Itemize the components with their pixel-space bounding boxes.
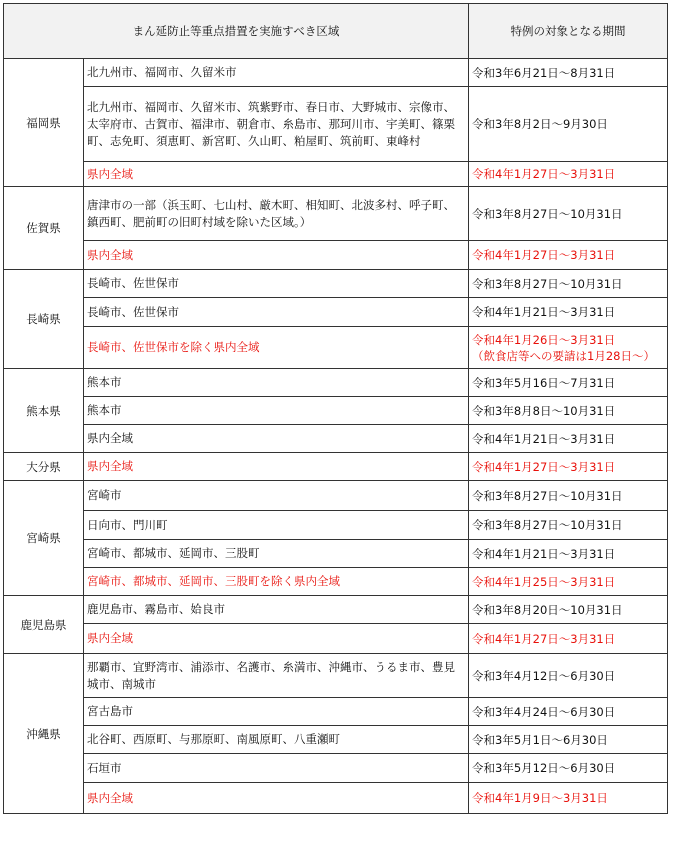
table-row [4,187,668,241]
table-row [4,425,668,453]
area-cell: 唐津市の一部（浜玉町、七山村、厳木町、相知町、北波多村、呼子町、鎮西町、肥前町の旧町村域を除いた区域。） [84,187,469,241]
period-cell: 令和3年8月27日～10月31日 [469,481,668,511]
area-cell: 長崎市、佐世保市 [84,270,469,298]
area-cell: 宮古島市 [84,698,469,726]
period-text: 令和4年1月26日～3月31日 [472,332,616,347]
area-cell: 県内全域 [84,783,469,814]
table-row [4,783,668,814]
period-cell: 令和3年4月12日～6月30日 [469,654,668,698]
period-cell: 令和3年8月27日～10月31日 [469,270,668,298]
prefecture-cell: 宮崎県 [4,481,84,596]
area-cell: 那覇市、宜野湾市、浦添市、名護市、糸満市、沖縄市、うるま市、豊見城市、南城市 [84,654,469,698]
period-cell: 令和4年1月21日～3月31日 [469,298,668,327]
prefecture-cell: 長崎県 [4,270,84,369]
prefecture-cell: 沖縄県 [4,654,84,814]
area-cell: 長崎市、佐世保市 [84,298,469,327]
header-row [4,4,668,59]
period-cell: 令和3年8月27日～10月31日 [469,511,668,540]
period-cell: 令和3年8月20日～10月31日 [469,596,668,624]
area-cell: 県内全域 [84,162,469,187]
table-body [4,59,668,814]
prefecture-cell: 福岡県 [4,59,84,187]
table-row [4,241,668,270]
area-cell: 熊本市 [84,369,469,397]
table-row [4,59,668,87]
table-row [4,453,668,481]
period-cell: 令和4年1月27日～3月31日 [469,241,668,270]
area-cell: 北谷町、西原町、与那原町、南風原町、八重瀬町 [84,726,469,754]
table-row [4,481,668,511]
area-cell: 宮崎市、都城市、延岡市、三股町 [84,540,469,568]
period-cell: 令和4年1月27日～3月31日 [469,162,668,187]
period-cell: 令和4年1月21日～3月31日 [469,540,668,568]
prefecture-cell: 熊本県 [4,369,84,453]
prefecture-cell: 大分県 [4,453,84,481]
area-cell: 県内全域 [84,453,469,481]
table-row [4,298,668,327]
area-header: まん延防止等重点措置を実施すべき区域 [4,4,469,59]
period-cell: 令和3年5月12日～6月30日 [469,754,668,783]
period-cell: 令和3年5月16日～7月31日 [469,369,668,397]
period-note: （飲食店等への要請は1月28日～） [472,348,655,363]
period-cell: 令和3年4月24日～6月30日 [469,698,668,726]
table-row [4,698,668,726]
measures-table [3,3,668,814]
period-cell: 令和3年6月21日～8月31日 [469,59,668,87]
period-header: 特例の対象となる期間 [469,4,668,59]
table-row [4,369,668,397]
table-row [4,596,668,624]
table-row [4,754,668,783]
period-cell [469,327,668,369]
area-cell: 鹿児島市、霧島市、姶良市 [84,596,469,624]
area-cell: 長崎市、佐世保市を除く県内全域 [84,327,469,369]
area-cell: 宮崎市 [84,481,469,511]
area-cell: 県内全域 [84,624,469,654]
period-cell: 令和4年1月27日～3月31日 [469,453,668,481]
table-row [4,327,668,369]
area-cell: 宮崎市、都城市、延岡市、三股町を除く県内全域 [84,568,469,596]
period-cell: 令和4年1月21日～3月31日 [469,425,668,453]
area-cell: 北九州市、福岡市、久留米市、筑紫野市、春日市、大野城市、宗像市、太宰府市、古賀市、福津市、朝倉市、糸島市、那珂川市、宇美町、篠栗町、志免町、須恵町、新宮町、久山町、粕屋町、筑前町、東峰村 [84,87,469,162]
area-cell: 日向市、門川町 [84,511,469,540]
prefecture-cell: 佐賀県 [4,187,84,270]
table-row [4,162,668,187]
table-row [4,87,668,162]
period-cell: 令和3年5月1日～6月30日 [469,726,668,754]
table-row [4,624,668,654]
table-row [4,654,668,698]
prefecture-cell: 鹿児島県 [4,596,84,654]
table-row [4,568,668,596]
area-cell: 北九州市、福岡市、久留米市 [84,59,469,87]
period-cell: 令和4年1月27日～3月31日 [469,624,668,654]
table-row [4,726,668,754]
period-cell: 令和4年1月9日～3月31日 [469,783,668,814]
table-row [4,270,668,298]
table-row [4,397,668,425]
period-cell: 令和4年1月25日～3月31日 [469,568,668,596]
area-cell: 県内全域 [84,241,469,270]
area-cell: 熊本市 [84,397,469,425]
period-cell: 令和3年8月8日～10月31日 [469,397,668,425]
table-row [4,540,668,568]
period-cell: 令和3年8月2日～9月30日 [469,87,668,162]
period-cell: 令和3年8月27日～10月31日 [469,187,668,241]
area-cell: 県内全域 [84,425,469,453]
table-row [4,511,668,540]
area-cell: 石垣市 [84,754,469,783]
